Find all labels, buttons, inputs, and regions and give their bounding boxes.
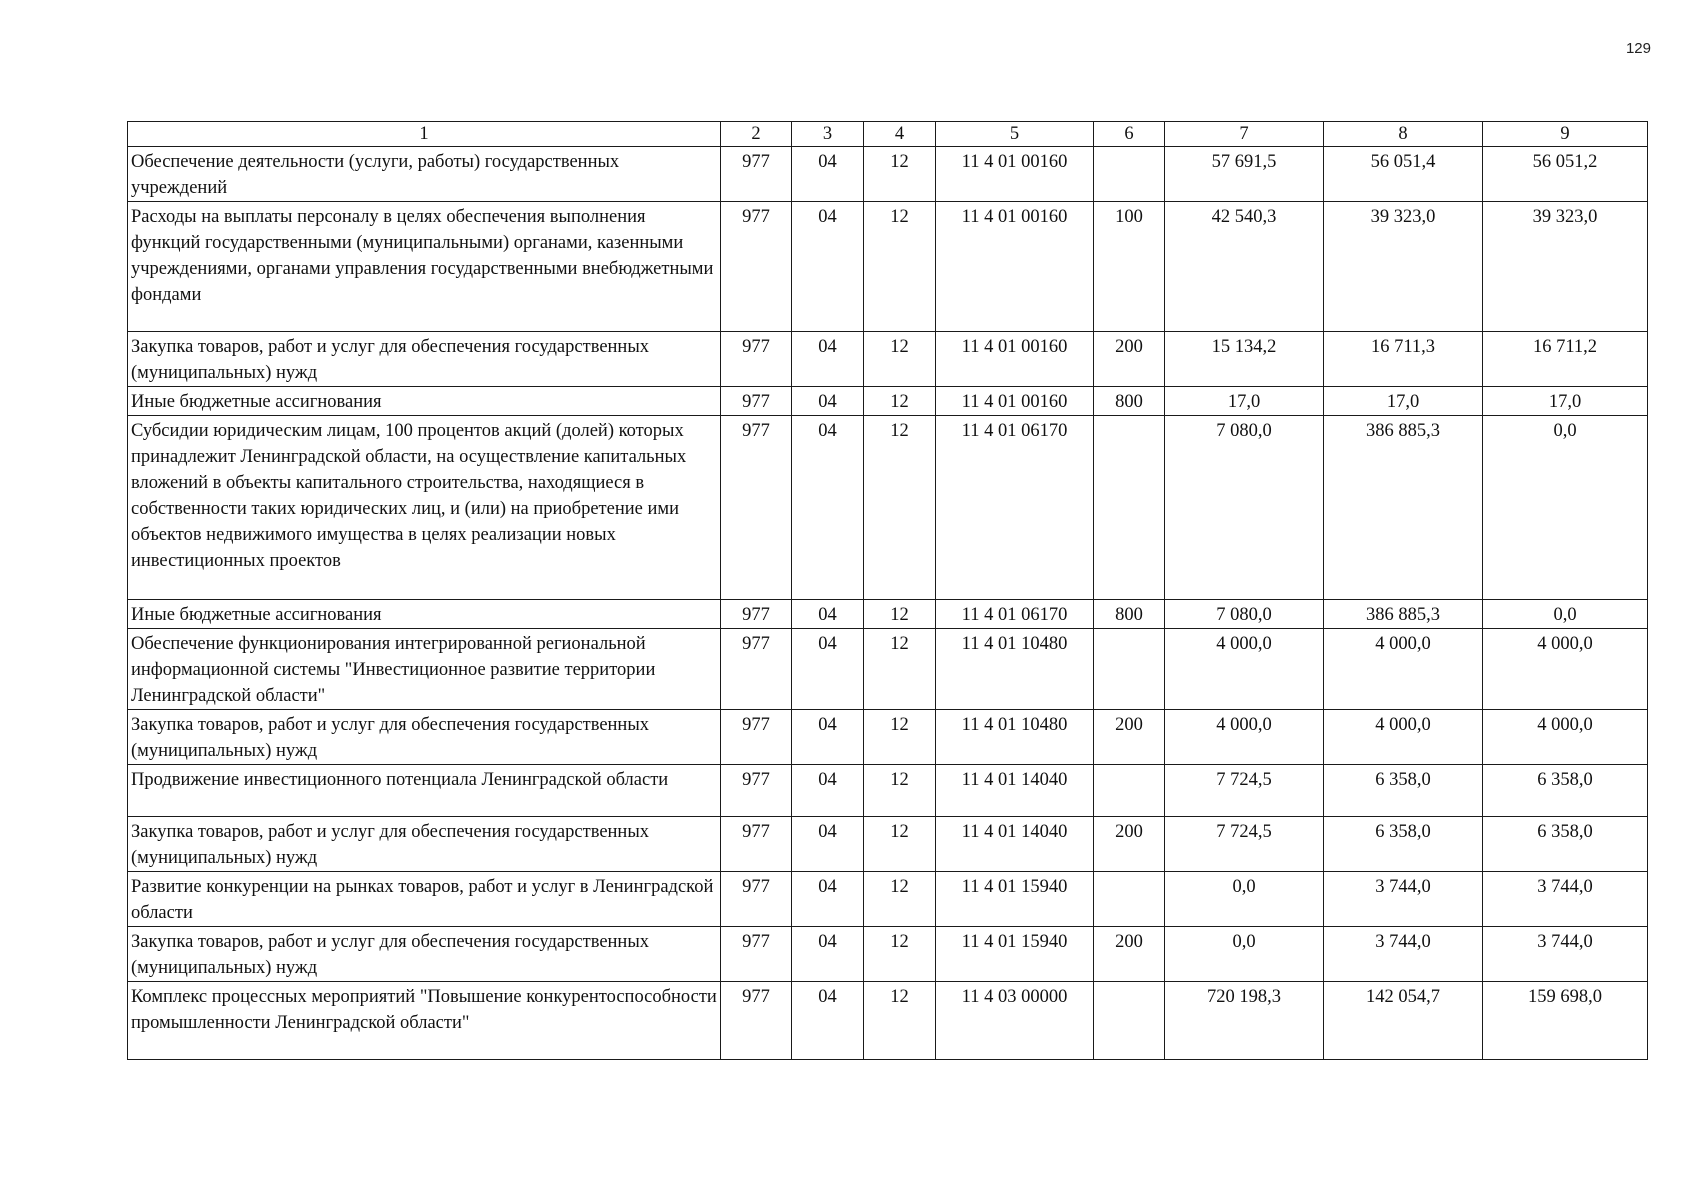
row-name-cell: Закупка товаров, работ и услуг для обеспечения государственных (муниципальных) нужд [128, 710, 721, 765]
target-code-cell: 11 4 01 06170 [936, 416, 1094, 600]
amount-col8-cell: 386 885,3 [1324, 416, 1483, 600]
amount-col9-cell: 0,0 [1483, 416, 1648, 600]
column-header: 9 [1483, 122, 1648, 147]
target-code-cell: 11 4 01 00160 [936, 387, 1094, 416]
expense-type-cell: 200 [1094, 817, 1165, 872]
row-name-cell: Субсидии юридическим лицам, 100 процентов акций (долей) которых принадлежит Ленинградской области, на осуществление капитальных вложений в объекты капитального строительства, находящиеся в собственности таких юридических лиц, и (или) на приобретение ими объектов недвижимого имущества в целях реализации новых инвестиционных проектов [128, 416, 721, 600]
table-row [128, 982, 1648, 1060]
header-row [128, 122, 1648, 147]
amount-col7-cell: 0,0 [1165, 872, 1324, 927]
expense-type-cell: 200 [1094, 710, 1165, 765]
subsection-code-cell: 12 [864, 982, 936, 1060]
subsection-code-cell: 12 [864, 147, 936, 202]
row-name-cell: Иные бюджетные ассигнования [128, 387, 721, 416]
expense-type-cell: 100 [1094, 202, 1165, 332]
amount-col9-cell: 4 000,0 [1483, 710, 1648, 765]
target-code-cell: 11 4 01 10480 [936, 629, 1094, 710]
table-row [128, 817, 1648, 872]
row-name-cell: Развитие конкуренции на рынках товаров, работ и услуг в Ленинградской области [128, 872, 721, 927]
row-name-cell: Обеспечение деятельности (услуги, работы) государственных учреждений [128, 147, 721, 202]
section-code-cell: 04 [792, 147, 864, 202]
amount-col9-cell: 39 323,0 [1483, 202, 1648, 332]
ministry-code-cell: 977 [721, 817, 792, 872]
table-row [128, 332, 1648, 387]
expense-type-cell [1094, 765, 1165, 817]
amount-col8-cell: 39 323,0 [1324, 202, 1483, 332]
row-name-cell: Иные бюджетные ассигнования [128, 600, 721, 629]
ministry-code-cell: 977 [721, 710, 792, 765]
subsection-code-cell: 12 [864, 600, 936, 629]
row-name-cell: Комплекс процессных мероприятий "Повышение конкурентоспособности промышленности Ленинградской области" [128, 982, 721, 1060]
row-name-cell: Расходы на выплаты персоналу в целях обеспечения выполнения функций государственными (муниципальными) органами, казенными учреждениями, органами управления государственными внебюджетными фондами [128, 202, 721, 332]
amount-col7-cell: 57 691,5 [1165, 147, 1324, 202]
expense-type-cell [1094, 982, 1165, 1060]
amount-col7-cell: 0,0 [1165, 927, 1324, 982]
section-code-cell: 04 [792, 872, 864, 927]
column-header: 1 [128, 122, 721, 147]
table-row [128, 710, 1648, 765]
table-row [128, 872, 1648, 927]
amount-col7-cell: 4 000,0 [1165, 629, 1324, 710]
ministry-code-cell: 977 [721, 387, 792, 416]
amount-col8-cell: 142 054,7 [1324, 982, 1483, 1060]
ministry-code-cell: 977 [721, 147, 792, 202]
table-row [128, 147, 1648, 202]
subsection-code-cell: 12 [864, 629, 936, 710]
expense-type-cell [1094, 147, 1165, 202]
table-row [128, 629, 1648, 710]
section-code-cell: 04 [792, 629, 864, 710]
expense-type-cell [1094, 629, 1165, 710]
target-code-cell: 11 4 01 00160 [936, 202, 1094, 332]
amount-col8-cell: 17,0 [1324, 387, 1483, 416]
amount-col9-cell: 56 051,2 [1483, 147, 1648, 202]
amount-col9-cell: 16 711,2 [1483, 332, 1648, 387]
table-row [128, 387, 1648, 416]
expense-type-cell [1094, 416, 1165, 600]
target-code-cell: 11 4 01 10480 [936, 710, 1094, 765]
target-code-cell: 11 4 01 15940 [936, 872, 1094, 927]
expense-type-cell: 200 [1094, 927, 1165, 982]
section-code-cell: 04 [792, 416, 864, 600]
subsection-code-cell: 12 [864, 817, 936, 872]
section-code-cell: 04 [792, 817, 864, 872]
target-code-cell: 11 4 01 14040 [936, 817, 1094, 872]
amount-col7-cell: 7 080,0 [1165, 600, 1324, 629]
amount-col7-cell: 17,0 [1165, 387, 1324, 416]
budget-table [127, 121, 1648, 1060]
column-header: 8 [1324, 122, 1483, 147]
subsection-code-cell: 12 [864, 872, 936, 927]
target-code-cell: 11 4 01 00160 [936, 332, 1094, 387]
row-name-cell: Закупка товаров, работ и услуг для обеспечения государственных (муниципальных) нужд [128, 927, 721, 982]
subsection-code-cell: 12 [864, 387, 936, 416]
target-code-cell: 11 4 01 14040 [936, 765, 1094, 817]
budget-table-container [127, 121, 1647, 1060]
row-name-cell: Продвижение инвестиционного потенциала Ленинградской области [128, 765, 721, 817]
section-code-cell: 04 [792, 387, 864, 416]
ministry-code-cell: 977 [721, 600, 792, 629]
expense-type-cell: 200 [1094, 332, 1165, 387]
column-header: 7 [1165, 122, 1324, 147]
table-row [128, 600, 1648, 629]
amount-col7-cell: 42 540,3 [1165, 202, 1324, 332]
column-header: 3 [792, 122, 864, 147]
amount-col8-cell: 6 358,0 [1324, 817, 1483, 872]
row-name-cell: Обеспечение функционирования интегрированной региональной информационной системы "Инвестиционное развитие территории Ленинградской области" [128, 629, 721, 710]
section-code-cell: 04 [792, 927, 864, 982]
amount-col9-cell: 159 698,0 [1483, 982, 1648, 1060]
expense-type-cell: 800 [1094, 387, 1165, 416]
ministry-code-cell: 977 [721, 927, 792, 982]
target-code-cell: 11 4 03 00000 [936, 982, 1094, 1060]
subsection-code-cell: 12 [864, 927, 936, 982]
column-header: 4 [864, 122, 936, 147]
column-header: 5 [936, 122, 1094, 147]
amount-col9-cell: 4 000,0 [1483, 629, 1648, 710]
amount-col8-cell: 3 744,0 [1324, 927, 1483, 982]
amount-col7-cell: 15 134,2 [1165, 332, 1324, 387]
amount-col8-cell: 386 885,3 [1324, 600, 1483, 629]
subsection-code-cell: 12 [864, 416, 936, 600]
amount-col8-cell: 4 000,0 [1324, 629, 1483, 710]
amount-col9-cell: 17,0 [1483, 387, 1648, 416]
ministry-code-cell: 977 [721, 416, 792, 600]
amount-col9-cell: 0,0 [1483, 600, 1648, 629]
section-code-cell: 04 [792, 982, 864, 1060]
amount-col9-cell: 3 744,0 [1483, 872, 1648, 927]
amount-col8-cell: 3 744,0 [1324, 872, 1483, 927]
section-code-cell: 04 [792, 710, 864, 765]
subsection-code-cell: 12 [864, 202, 936, 332]
amount-col7-cell: 7 724,5 [1165, 817, 1324, 872]
amount-col7-cell: 720 198,3 [1165, 982, 1324, 1060]
expense-type-cell: 800 [1094, 600, 1165, 629]
table-row [128, 927, 1648, 982]
ministry-code-cell: 977 [721, 332, 792, 387]
section-code-cell: 04 [792, 332, 864, 387]
amount-col8-cell: 4 000,0 [1324, 710, 1483, 765]
ministry-code-cell: 977 [721, 765, 792, 817]
row-name-cell: Закупка товаров, работ и услуг для обеспечения государственных (муниципальных) нужд [128, 332, 721, 387]
table-row [128, 765, 1648, 817]
section-code-cell: 04 [792, 765, 864, 817]
amount-col8-cell: 56 051,4 [1324, 147, 1483, 202]
target-code-cell: 11 4 01 06170 [936, 600, 1094, 629]
expense-type-cell [1094, 872, 1165, 927]
amount-col7-cell: 7 080,0 [1165, 416, 1324, 600]
amount-col9-cell: 6 358,0 [1483, 765, 1648, 817]
subsection-code-cell: 12 [864, 765, 936, 817]
amount-col8-cell: 6 358,0 [1324, 765, 1483, 817]
table-row [128, 416, 1648, 600]
ministry-code-cell: 977 [721, 629, 792, 710]
ministry-code-cell: 977 [721, 202, 792, 332]
amount-col7-cell: 4 000,0 [1165, 710, 1324, 765]
table-row [128, 202, 1648, 332]
subsection-code-cell: 12 [864, 710, 936, 765]
page-number: 129 [1625, 40, 1651, 57]
amount-col7-cell: 7 724,5 [1165, 765, 1324, 817]
amount-col9-cell: 6 358,0 [1483, 817, 1648, 872]
target-code-cell: 11 4 01 15940 [936, 927, 1094, 982]
section-code-cell: 04 [792, 600, 864, 629]
ministry-code-cell: 977 [721, 872, 792, 927]
amount-col9-cell: 3 744,0 [1483, 927, 1648, 982]
ministry-code-cell: 977 [721, 982, 792, 1060]
column-header: 6 [1094, 122, 1165, 147]
target-code-cell: 11 4 01 00160 [936, 147, 1094, 202]
row-name-cell: Закупка товаров, работ и услуг для обеспечения государственных (муниципальных) нужд [128, 817, 721, 872]
column-header: 2 [721, 122, 792, 147]
subsection-code-cell: 12 [864, 332, 936, 387]
section-code-cell: 04 [792, 202, 864, 332]
amount-col8-cell: 16 711,3 [1324, 332, 1483, 387]
